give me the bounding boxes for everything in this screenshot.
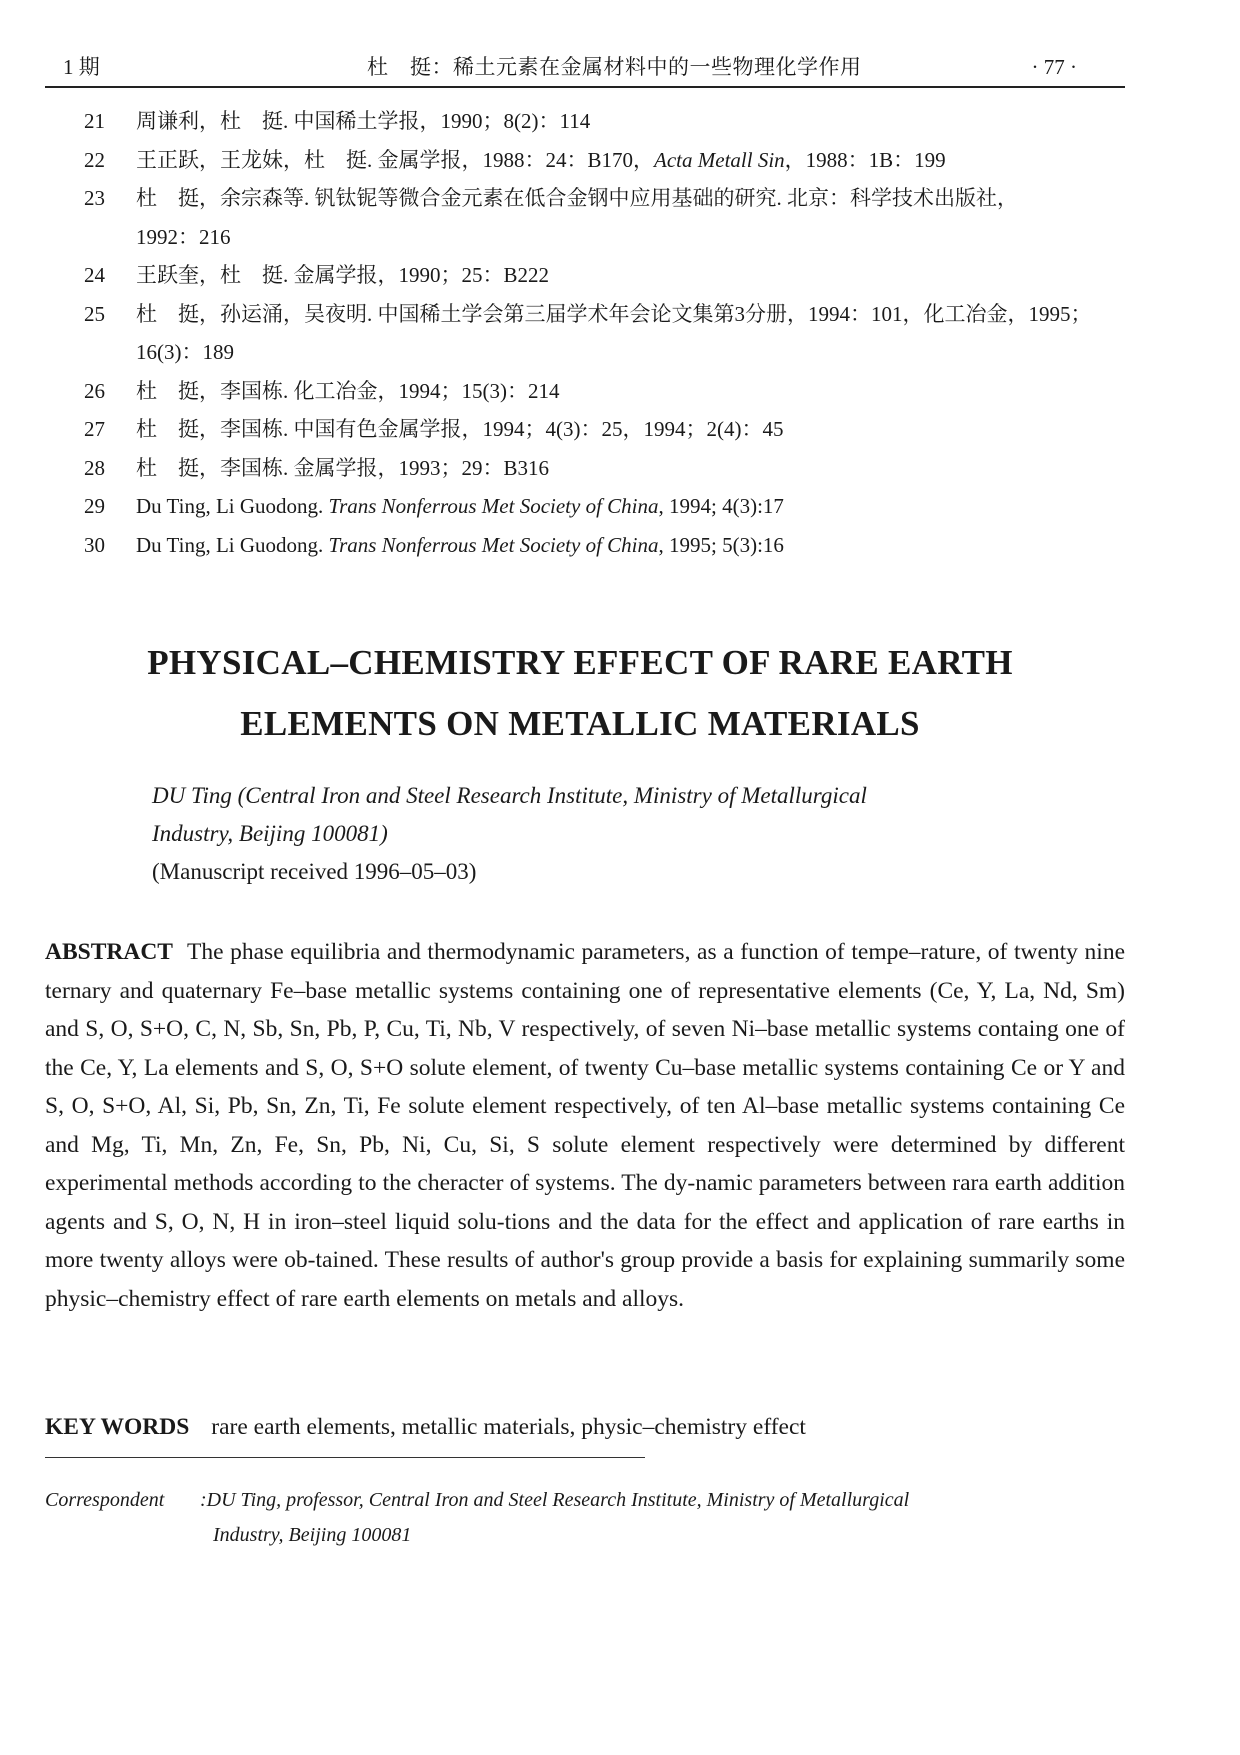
- reference-number: 30: [84, 532, 105, 557]
- footnote-divider: [45, 1457, 645, 1458]
- reference-number: 23: [84, 186, 105, 210]
- reference-text: 杜 挺，孙运涌，吴夜明. 中国稀土学会第三届学术年会论文集第3分册，1994：101，化工冶金，1995； 16(3)：189: [136, 301, 1092, 364]
- reference-item: [84, 372, 1134, 411]
- reference-number: 27: [84, 417, 105, 441]
- reference-number: 24: [84, 263, 105, 287]
- reference-text: Du Ting, Li Guodong. Trans Nonferrous Met Society of China, 1994; 4(3):17: [136, 494, 784, 518]
- reference-number: 22: [84, 147, 105, 172]
- reference-item: [84, 102, 1134, 141]
- keywords-label: KEY WORDS: [45, 1414, 190, 1440]
- page-number: · 77 ·: [1031, 55, 1077, 79]
- reference-text: Du Ting, Li Guodong. Trans Nonferrous Met Society of China, 1995; 5(3):16: [136, 532, 784, 557]
- footnote-line-1: :DU Ting, professor, Central Iron and Steel Research Institute, Ministry of Metallurgical: [200, 1489, 910, 1511]
- footnote-label: Correspondent: [45, 1489, 165, 1511]
- reference-text: 杜 挺，余宗森等. 钒钛铌等微合金元素在低合金钢中应用基础的研究. 北京：科学技术出版社， 1992：216: [136, 186, 1018, 249]
- reference-text: 杜 挺，李国栋. 金属学报，1993；29：B316: [136, 455, 550, 480]
- reference-text: 王跃奎，杜 挺. 金属学报，1990；25：B222: [136, 263, 550, 287]
- reference-text: 王正跃，王龙妹，杜 挺. 金属学报，1988：24：B170，Acta Metall Sin，1988：1B：199: [136, 147, 946, 172]
- reference-text: 杜 挺，李国栋. 中国有色金属学报，1994；4(3)：25，1994；2(4)：45: [136, 417, 784, 441]
- reference-item: [84, 295, 1134, 372]
- author-affiliation: [152, 777, 1052, 891]
- journal-name: Trans Nonferrous Met Society of China: [328, 532, 659, 557]
- reference-number: 26: [84, 378, 105, 403]
- reference-number: 21: [84, 109, 105, 133]
- reference-item: [84, 141, 1134, 180]
- author-line-2: Industry, Beijing 100081): [152, 821, 388, 846]
- keywords-text: rare earth elements, metallic materials, physic–chemistry effect: [211, 1414, 806, 1440]
- article-title: [80, 632, 1080, 754]
- reference-number: 28: [84, 455, 105, 480]
- journal-name: Trans Nonferrous Met Society of China: [328, 494, 659, 518]
- page-header: [45, 48, 1125, 88]
- reference-item: [84, 256, 1134, 295]
- reference-number: 25: [84, 301, 105, 326]
- running-title: 杜 挺：稀土元素在金属材料中的一些物理化学作用: [367, 55, 862, 79]
- journal-name: Acta Metall Sin: [654, 147, 785, 172]
- reference-item: [84, 410, 1134, 449]
- issue-number: 1 期: [63, 55, 100, 79]
- reference-item: [84, 449, 1134, 488]
- reference-number: 29: [84, 494, 105, 518]
- manuscript-received: (Manuscript received 1996–05–03): [152, 859, 477, 884]
- reference-list: [84, 102, 1134, 564]
- reference-item: [84, 179, 1134, 256]
- keywords: [45, 1408, 1125, 1446]
- reference-item: [84, 487, 1134, 526]
- author-line-1: DU Ting (Central Iron and Steel Research Institute, Ministry of Metallurgical: [152, 783, 867, 808]
- reference-item: [84, 526, 1134, 565]
- reference-text: 杜 挺，李国栋. 化工冶金，1994；15(3)：214: [136, 378, 560, 403]
- abstract: [45, 933, 1125, 1318]
- footnote-line-2: Industry, Beijing 100081: [213, 1524, 412, 1546]
- reference-text: 周谦利，杜 挺. 中国稀土学报，1990；8(2)：114: [136, 109, 591, 133]
- abstract-text: The phase equilibria and thermodynamic parameters, as a function of tempe–rature, of twenty nine ternary and quaternary Fe–base metallic systems containing one of representative elements (Ce, Y, La, Nd, Sm) and S, O, S+O, C, N, Sb, Sn, Pb, P, Cu, Ti, Nb, V respectively, of seven Ni–base metallic systems containg one of the Ce, Y, La elements and S, O, S+O solute element, of twenty Cu–base metallic systems containing Ce or Y and S, O, S+O, Al, Si, Pb, Sn, Zn, Ti, Fe solute element respectively, of ten Al–base metallic systems containing Ce and Mg, Ti, Mn, Zn, Fe, Sn, Pb, Ni, Cu, Si, S solute element respectively were determined by different experimental methods according to the cheracter of systems. The dy-namic parameters between rara earth addition agents and S, O, N, H in iron–steel liquid solu-tions and the data for the effect and application of rare earths in more twenty alloys were ob-tained. These results of author's group provide a basis for explaining summarily some physic–chemistry effect of rare earth elements on metals and alloys.: [45, 939, 1125, 1312]
- correspondent-footnote: [45, 1483, 1125, 1553]
- title-line-2: ELEMENTS ON METALLIC MATERIALS: [240, 704, 920, 743]
- abstract-label: ABSTRACT: [45, 939, 173, 965]
- title-line-1: PHYSICAL–CHEMISTRY EFFECT OF RARE EARTH: [147, 643, 1013, 682]
